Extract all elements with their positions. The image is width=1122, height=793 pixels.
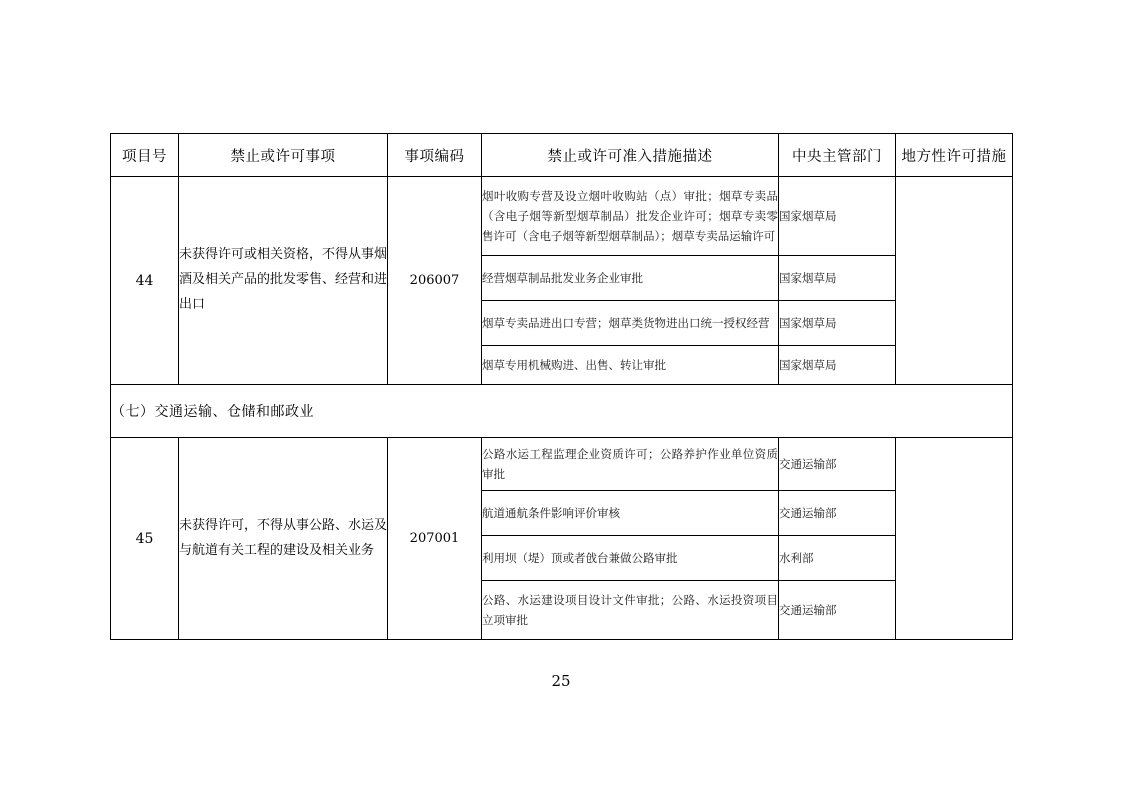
section-title: （七）交通运输、仓储和邮政业: [111, 385, 1013, 438]
measure-description: 经营烟草制品批发业务企业审批: [482, 256, 779, 301]
measure-department: 水利部: [779, 536, 896, 581]
measure-department: 交通运输部: [779, 491, 896, 536]
header-cell-code: 事项编码: [388, 134, 482, 177]
table-header-row: [111, 134, 1013, 177]
header-cell-local: 地方性许可措施: [896, 134, 1013, 177]
measure-department: 国家烟草局: [779, 256, 896, 301]
page-number: 25: [551, 672, 571, 690]
row-matter-45: 未获得许可，不得从事公路、水运及与航道有关工程的建设及相关业务: [179, 438, 388, 640]
row-index-45: 45: [111, 438, 179, 640]
row-code-44: 206007: [388, 177, 482, 385]
negative-list-table: [110, 133, 1013, 640]
measure-description: 公路水运工程监理企业资质许可；公路养护作业单位资质审批: [482, 438, 779, 491]
measure-department: 国家烟草局: [779, 177, 896, 256]
row-index-44: 44: [111, 177, 179, 385]
table-row: [111, 438, 1013, 491]
table-row: [111, 177, 1013, 256]
measure-description: 公路、水运建设项目设计文件审批；公路、水运投资项目立项审批: [482, 581, 779, 640]
header-cell-measure: 禁止或许可准入措施描述: [482, 134, 779, 177]
header-cell-matter: 禁止或许可事项: [179, 134, 388, 177]
measure-local: [896, 177, 1013, 385]
header-cell-index: 项目号: [111, 134, 179, 177]
measure-description: 烟草专卖品进出口专营；烟草类货物进出口统一授权经营: [482, 301, 779, 346]
measure-department: 国家烟草局: [779, 301, 896, 346]
measure-description: 烟草专用机械购进、出售、转让审批: [482, 346, 779, 385]
row-matter-44: 未获得许可或相关资格，不得从事烟酒及相关产品的批发零售、经营和进出口: [179, 177, 388, 385]
measure-description: 航道通航条件影响评价审核: [482, 491, 779, 536]
measure-description: 利用坝（堤）顶或者戗台兼做公路审批: [482, 536, 779, 581]
measure-department: 国家烟草局: [779, 346, 896, 385]
row-code-45: 207001: [388, 438, 482, 640]
measure-department: 交通运输部: [779, 581, 896, 640]
measure-local: [896, 438, 1013, 640]
header-cell-department: 中央主管部门: [779, 134, 896, 177]
measure-department: 交通运输部: [779, 438, 896, 491]
table-section-row: [111, 385, 1013, 438]
measure-description: 烟叶收购专营及设立烟叶收购站（点）审批；烟草专卖品（含电子烟等新型烟草制品）批发企业许可；烟草专卖零售许可（含电子烟等新型烟草制品）；烟草专卖品运输许可: [482, 177, 779, 256]
